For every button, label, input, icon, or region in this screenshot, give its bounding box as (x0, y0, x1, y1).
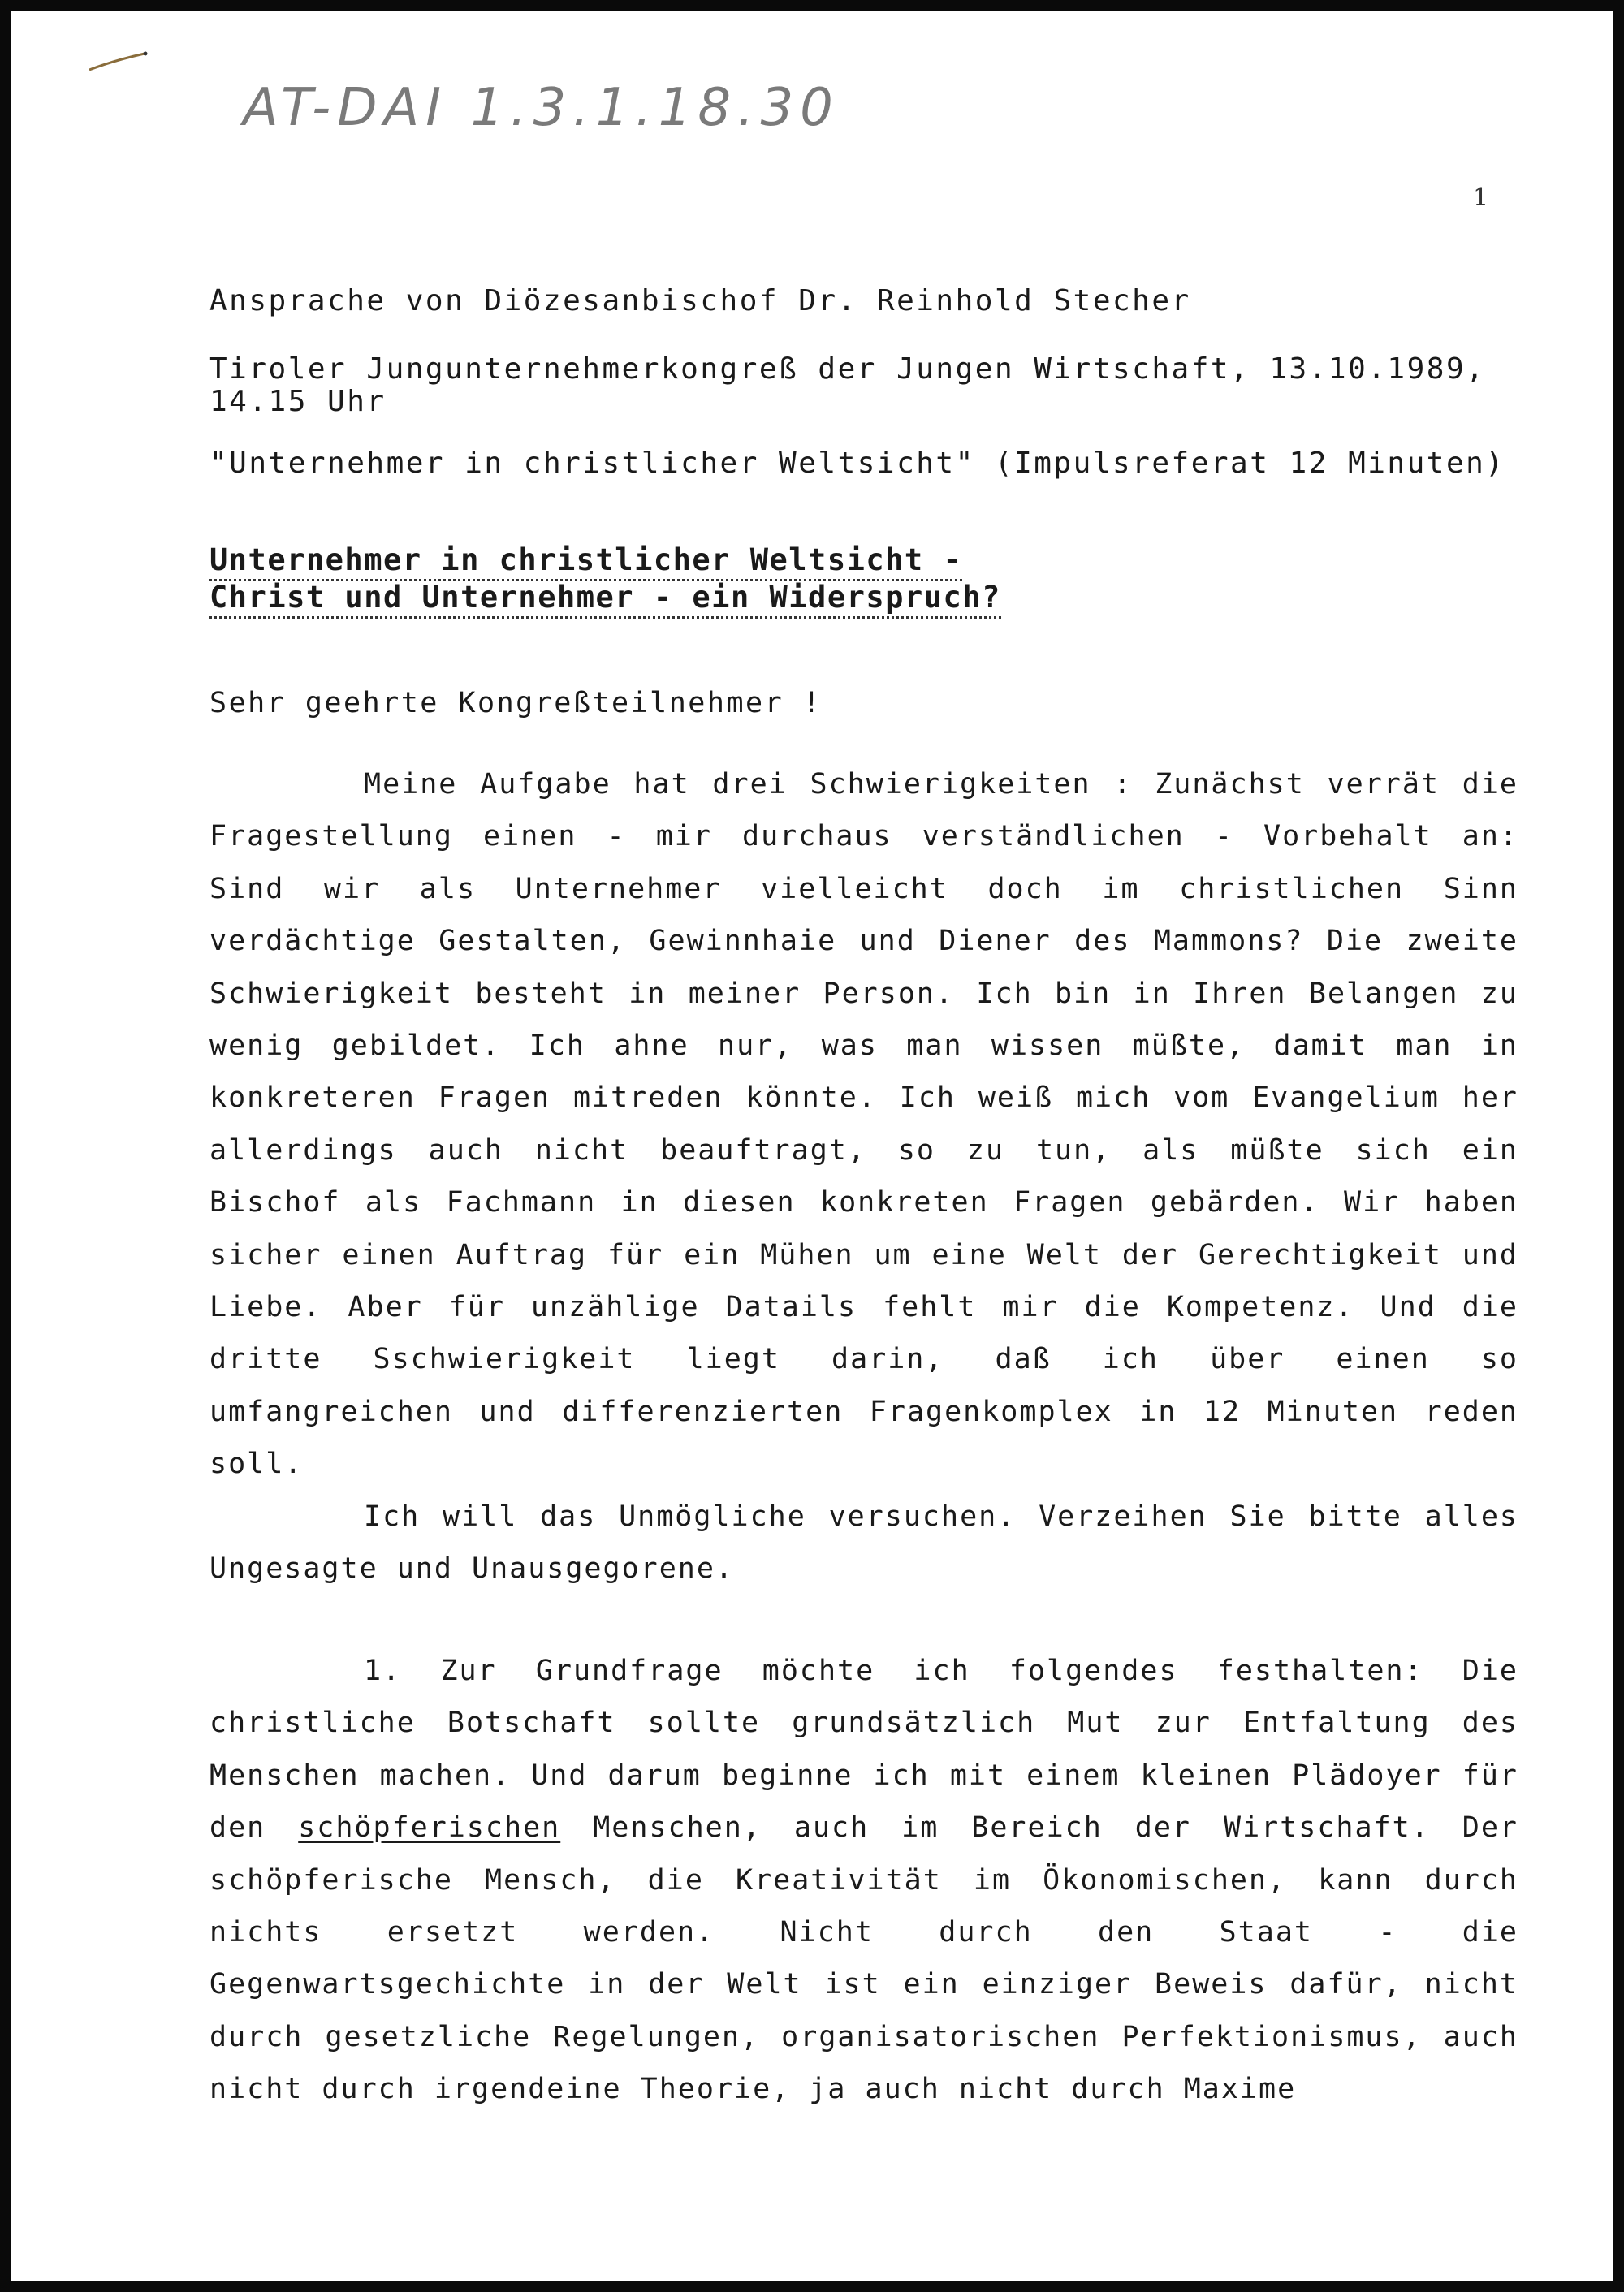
paragraph-point-1-rest: Menschen, auch im Bereich der Wirtschaft. Der schöpferische Mensch, die Kreativität im Ökonomischen, kann durch nichts ersetzt werden. Nicht durch den Staat - die Gegenwartsgechichte in der Welt ist ein einziger Beweis dafür, nicht durch gesetzliche Regelungen, organisatorischen Perfektionismus, auch nicht durch irgendeine Theorie, ja auch nicht durch Maxime (209, 1811, 1518, 2106)
document-page (11, 11, 1613, 2281)
paragraph-difficulties: Meine Aufgabe hat drei Schwierigkeiten : Zunächst verrät die Fragestellung einen - mir durchaus verständlichen - Vorbehalt an: Sind wir als Unternehmer vielleicht doch im christlichen Sinn verdächtige Gestalten, Gewinnhaie und Diener des Mammons? Die zweite Schwierigkeit besteht in meiner Person. Ich bin in Ihren Belangen zu wenig gebildet. Ich ahne nur, was man wissen müßte, damit man in konkreteren Fragen mitreden könnte. Ich weiß mich vom Evangelium her allerdings auch nicht beauftragt, so zu tun, als müßte sich ein Bischof als Fachmann in diesen konkreten Fragen gebärden. Wir haben sicher einen Auftrag für ein Mühen um eine Welt der Gerechtigkeit und Liebe. Aber für unzählige Datails fehlt mir die Kompetenz. Und die dritte Sschwierigkeit liegt darin, daß ich über einen so umfangreichen und differenzierten Fragenkomplex in 12 Minuten reden soll. (209, 768, 1518, 1481)
title-line-2: Christ und Unternehmer - ein Widerspruch? (209, 580, 1001, 619)
paragraph-point-1 (209, 1645, 1518, 2116)
header-speaker: Ansprache von Diözesanbischof Dr. Reinhold Stecher (209, 284, 1191, 317)
salutation: Sehr geehrte Kongreßteilnehmer ! (209, 687, 823, 719)
title-line-1: Unternehmer in christlicher Weltsicht - (209, 542, 962, 581)
header-event: Tiroler Jungunternehmerkongreß der Jungen Wirtschaft, 13.10.1989, (209, 352, 1486, 386)
paragraph-apology: Ich will das Unmögliche versuchen. Verzeihen Sie bitte alles Ungesagte und Unausgegorene. (209, 1500, 1518, 1586)
underlined-word: schöpferischen (298, 1811, 561, 1845)
header-topic: "Unternehmer in christlicher Weltsicht" (Impulsreferat 12 Minuten) (209, 447, 1505, 480)
pencil-mark-icon (86, 50, 151, 75)
paragraph-point-1-start: 1. Zur Grundfrage möchte ich folgendes festhalten: Die christliche Botschaft sollte grundsätzlich Mut zur Entfaltung des Menschen machen. Und darum beginne ich mit einem kleinen Plädoyer für den (209, 1655, 1518, 1845)
body-text-section-2 (209, 1645, 1518, 2116)
page-number: 1 (1473, 183, 1489, 212)
header-time: 14.15 Uhr (209, 385, 387, 418)
body-text-section-1 (209, 758, 1518, 1595)
archive-signature: AT-DAI 1.3.1.18.30 (243, 78, 840, 138)
